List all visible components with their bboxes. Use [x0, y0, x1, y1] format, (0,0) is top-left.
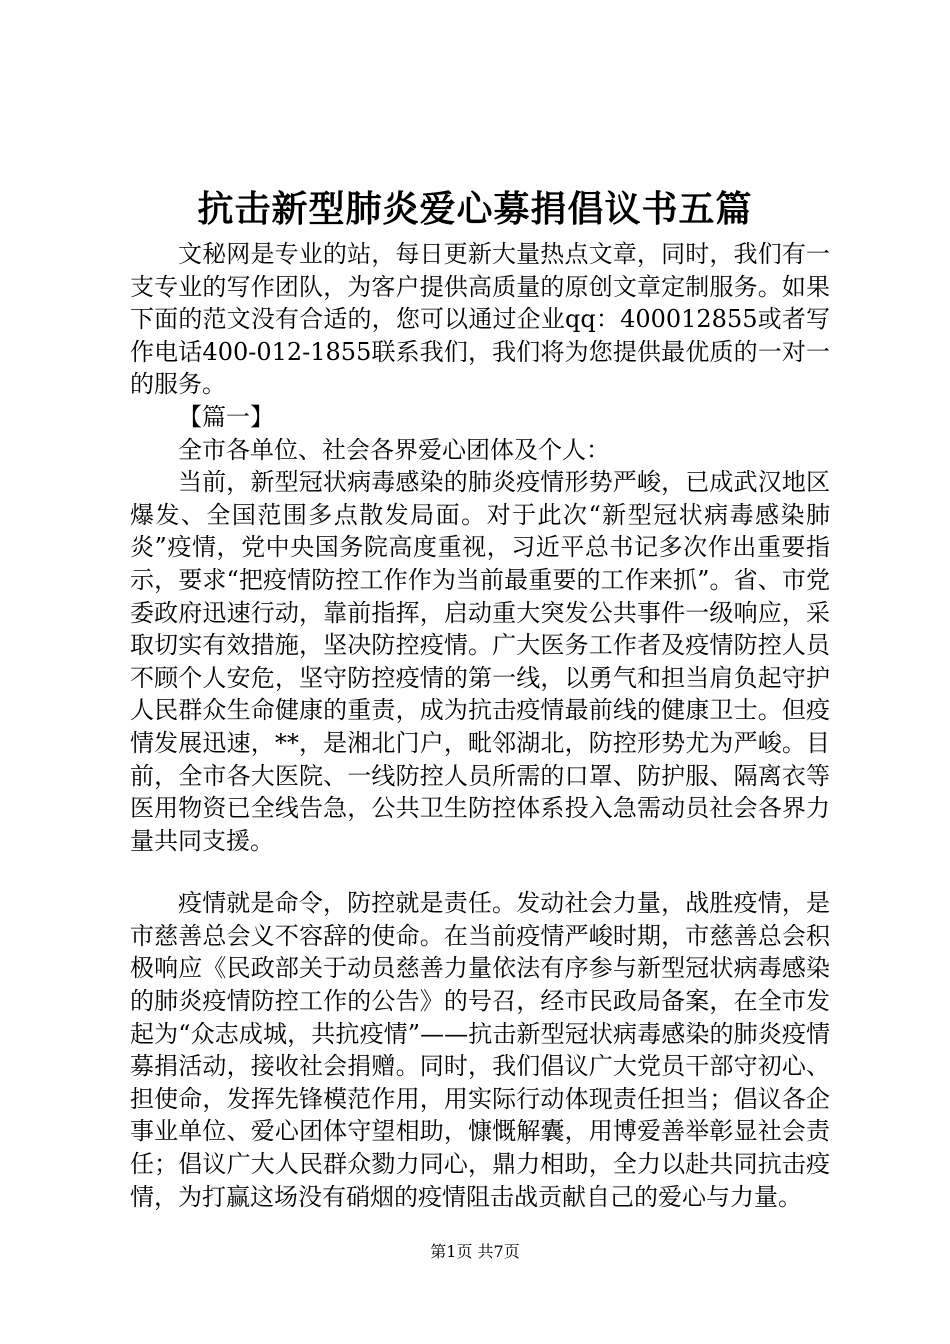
intro-paragraph: 文秘网是专业的站，每日更新大量热点文章，同时，我们有一支专业的写作团队，为客户提供高质量的原创文章定制服务。如果下面的范文没有合适的，您可以通过企业qq：400012855或者写作电话400-012-1855联系我们，我们将为您提供最优质的一对一的服务。: [130, 240, 830, 399]
document-body: [130, 238, 830, 1213]
body-paragraph-2: 疫情就是命令，防控就是责任。发动社会力量，战胜疫情，是市慈善总会义不容辞的使命。在当前疫情严峻时期，市慈善总会积极响应《民政部关于动员慈善力量依法有序参与新型冠状病毒感染的肺炎疫情防控工作的公告》的号召，经市民政局备案，在全市发起为“众志成城，共抗疫情”——抗击新型冠状病毒感染的肺炎疫情募捐活动，接收社会捐赠。同时，我们倡议广大党员干部守初心、担使命，发挥先锋模范作用，用实际行动体现责任担当；倡议各企事业单位、爱心团体守望相助，慷慨解囊，用博爱善举彰显社会责任；倡议广大人民群众勠力同心，鼎力相助，全力以赴共同抗击疫情，为打赢这场没有硝烟的疫情阻击战贡献自己的爱心与力量。: [130, 889, 830, 1211]
salutation: 全市各单位、社会各界爱心团体及个人：: [178, 435, 610, 464]
body-paragraph-1: 当前，新型冠状病毒感染的肺炎疫情形势严峻，已成武汉地区爆发、全国范围多点散发局面。对于此次“新型冠状病毒感染肺炎”疫情，党中央国务院高度重视，习近平总书记多次作出重要指示，要求“把疫情防控工作作为当前最重要的工作来抓”。省、市党委政府迅速行动，靠前指挥，启动重大突发公共事件一级响应，采取切实有效措施，坚决防控疫情。广大医务工作者及疫情防控人员不顾个人安危，坚守防控疫情的第一线，以勇气和担当肩负起守护人民群众生命健康的重责，成为抗击疫情最前线的健康卫士。但疫情发展迅速，**，是湘北门户，毗邻湖北，防控形势尤为严峻。目前，全市各大医院、一线防控人员所需的口罩、防护服、隔离衣等医用物资已全线告急，公共卫生防控体系投入急需动员社会各界力量共同支援。: [130, 468, 830, 855]
document-title: 抗击新型肺炎爱心募捐倡议书五篇: [197, 189, 753, 230]
section-heading: 【篇一】: [178, 402, 274, 431]
page-footer: 第1页 共7页: [430, 1242, 520, 1261]
